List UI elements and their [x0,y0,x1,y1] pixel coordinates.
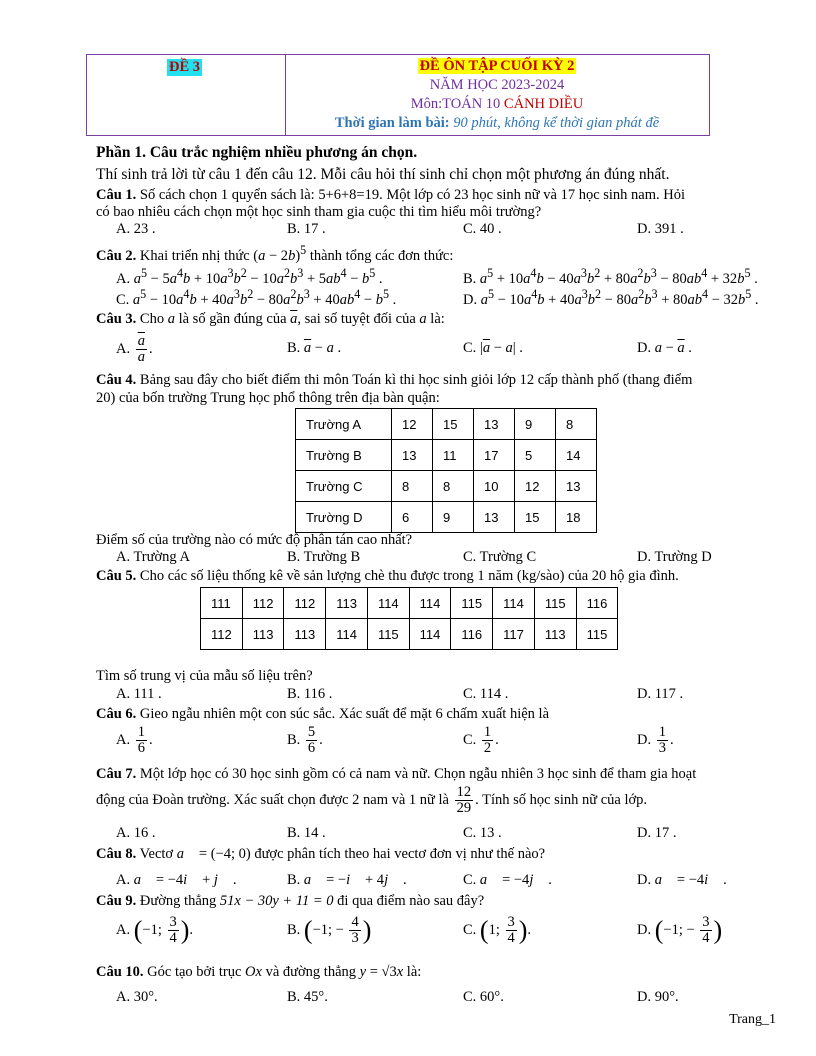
table-cell: 13 [392,440,433,471]
table-cell: 15 [433,409,474,440]
table-cell: 13 [474,409,515,440]
q2-option-d[interactable]: D. $a^5 - 10a^4b + 40a^3b^2 - 80a^2b^3 + 80ab^4 - 32b^5$ . [463,287,759,308]
table-cell: 12 [392,409,433,440]
table-cell: 11 [433,440,474,471]
table-cell: 114 [367,588,409,619]
table-row [296,471,597,502]
q8-option-c[interactable]: C. a⃗ = −4j⃗ . [463,872,552,888]
q4-score-table [295,408,597,533]
q10-option-b[interactable]: B. 45°. [287,989,328,1005]
exam-header [86,54,710,136]
table-cell: 114 [409,588,451,619]
table-cell: 14 [556,440,597,471]
table-cell: 9 [433,502,474,533]
q7-option-b[interactable]: B. 14 . [287,825,326,841]
q8-option-b[interactable]: B. a⃗ = −i⃗ + 4j⃗ . [287,872,407,888]
q5-option-c[interactable]: C. 114 . [463,686,509,702]
question-2: Câu 2. Khai triển nhị thức $(a - 2b)^5$ thành tổng các đơn thức: [96,243,454,264]
q9-option-a[interactable]: A. (−1; $\frac{3}{4}$ ). [116,914,194,946]
table-cell: 5 [515,440,556,471]
table-cell: 113 [284,619,326,650]
table-row [296,440,597,471]
q6-option-a[interactable]: A. $\frac{1}{6}$ . [116,724,153,756]
q1-option-c[interactable]: C. 40 . [463,221,502,237]
q10-option-a[interactable]: A. 30°. [116,989,158,1005]
table-cell: 13 [556,471,597,502]
page-number: Trang_1 [729,1012,776,1027]
q8-option-d[interactable]: D. a⃗ = −4i⃗ . [637,872,727,888]
question-1-cont: có bao nhiêu cách chọn một học sinh tham gia cuộc thi tìm hiểu môi trường? [96,204,542,220]
table-cell: 112 [201,619,243,650]
q7-option-d[interactable]: D. 17 . [637,825,677,841]
q9-option-c[interactable]: C. (1; $\frac{3}{4}$ ). [463,914,532,946]
table-cell: 114 [493,588,535,619]
q1-option-b[interactable]: B. 17 . [287,221,326,237]
q1-option-d[interactable]: D. 391 . [637,221,684,237]
q3-option-a[interactable]: A. $\frac{\overline{a}}{a}$ . [116,333,153,365]
q2-option-c[interactable]: C. $a^5 - 10a^4b + 40a^3b^2 - 80a^2b^3 + 40ab^4 - b^5$ . [116,287,397,308]
q7-option-a[interactable]: A. 16 . [116,825,156,841]
q4-option-c[interactable]: C. Trường C [463,549,537,565]
exam-code-cell [87,55,286,135]
table-cell: 13 [474,502,515,533]
question-5-ask: Tìm số trung vị của mẫu số liệu trên? [96,668,313,684]
q3-option-c[interactable]: C. $|\overline{a} - a|$ . [463,340,523,356]
exam-title: ĐỀ ÔN TẬP CUỐI KỲ 2 [419,58,575,74]
table-cell: 114 [326,619,368,650]
table-cell: 15 [515,502,556,533]
question-4: Câu 4. Bảng sau đây cho biết điểm thi môn Toán kì thi học sinh giỏi lớp 12 cấp thành phố (thang điểm [96,372,693,388]
table-cell: 117 [493,619,535,650]
q8-option-a[interactable]: A. a⃗ = −4i⃗ + j⃗ . [116,872,237,888]
table-cell: 17 [474,440,515,471]
table-row [296,409,597,440]
exam-subject: Môn:TOÁN 10 CÁNH DIỀU [410,96,584,112]
exam-time: Thời gian làm bài: 90 phút, không kể thời gian phát đề [334,115,660,131]
q5-option-d[interactable]: D. 117 . [637,686,684,702]
q2-option-a[interactable]: A. $a^5 - 5a^4b + 10a^3b^2 - 10a^2b^3 + 5ab^4 - b^5$ . [116,266,383,287]
q10-option-d[interactable]: D. 90°. [637,989,679,1005]
q2-option-b[interactable]: B. $a^5 + 10a^4b - 40a^3b^2 + 80a^2b^3 - 80ab^4 + 32b^5$ . [463,266,758,287]
table-cell: 18 [556,502,597,533]
q7-option-c[interactable]: C. 13 . [463,825,502,841]
q5-option-a[interactable]: A. 111 . [116,686,162,702]
question-1: Câu 1. Số cách chọn 1 quyển sách là: 5+6+8=19. Một lớp có 23 học sinh nữ và 17 học sinh nam. Hỏi [96,187,686,203]
table-cell: 116 [576,588,618,619]
q10-option-c[interactable]: C. 60°. [463,989,504,1005]
table-cell: 112 [284,588,326,619]
question-10: Câu 10. Góc tạo bởi trục Ox và đường thẳng y = √3x là: [96,964,422,980]
q5-data-table [200,587,618,650]
table-cell: 112 [242,588,284,619]
question-5: Câu 5. Cho các số liệu thống kê về sản lượng chè thu được trong 1 năm (kg/sào) của 20 hộ gia đình. [96,568,679,584]
question-7: Câu 7. Một lớp học có 30 học sinh gồm có cả nam và nữ. Chọn ngẫu nhiên 3 học sinh để tham gia hoạt [96,766,697,782]
table-cell: 115 [451,588,493,619]
exam-year: NĂM HỌC 2023-2024 [429,77,565,93]
q9-option-d[interactable]: D. (−1; − $\frac{3}{4}$ ) [637,914,723,946]
q4-option-b[interactable]: B. Trường B [287,549,361,565]
table-cell: Trường B [296,440,392,471]
question-9: Câu 9. Đường thẳng 51x − 30y + 11 = 0 đi qua điểm nào sau đây? [96,893,485,909]
table-cell: 115 [534,588,576,619]
table-cell: 10 [474,471,515,502]
q3-option-b[interactable]: B. $\overline{a} - a$ . [287,340,342,356]
table-cell: 111 [201,588,243,619]
table-cell: 12 [515,471,556,502]
question-7-cont: động của Đoàn trường. Xác suất chọn được 2 nam và 1 nữ là $\frac{12}{29}$ . Tính số học sinh nữ của lớp. [96,784,648,816]
exam-code: ĐỀ 3 [169,59,201,75]
table-cell: 113 [326,588,368,619]
part1-title: Phần 1. Câu trắc nghiệm nhiều phương án chọn. [96,144,418,161]
q6-option-b[interactable]: B. $\frac{5}{6}$ . [287,724,323,756]
table-cell: 115 [576,619,618,650]
q6-option-d[interactable]: D. $\frac{1}{3}$ . [637,724,674,756]
q6-option-c[interactable]: C. $\frac{1}{2}$ . [463,724,499,756]
table-cell: 8 [556,409,597,440]
question-4-ask: Điểm số của trường nào có mức độ phân tán cao nhất? [96,532,413,548]
table-cell: Trường C [296,471,392,502]
q4-option-a[interactable]: A. Trường A [116,549,190,565]
q5-option-b[interactable]: B. 116 . [287,686,333,702]
table-row [296,502,597,533]
q3-option-d[interactable]: D. $a - \overline{a}$ . [637,340,692,356]
table-cell: 114 [409,619,451,650]
question-3: Câu 3. Cho a là số gần đúng của $\overline{a}$, sai số tuyệt đối của a là: [96,311,445,327]
question-4-cont: 20) của bốn trường Trung học phổ thông trên địa bàn quận: [96,390,440,406]
question-8: Câu 8. Vectơ a⃗ = (−4; 0) được phân tích theo hai vectơ đơn vị như thế nào? [96,846,546,862]
q9-option-b[interactable]: B. (−1; − $\frac{4}{3}$ ) [287,914,372,946]
q4-option-d[interactable]: D. Trường D [637,549,712,565]
table-cell: 8 [433,471,474,502]
part1-instruction: Thí sinh trả lời từ câu 1 đến câu 12. Mỗi câu hỏi thí sinh chỉ chọn một phương án đúng nhất. [96,166,670,183]
q1-option-a[interactable]: A. 23 . [116,221,156,237]
q2-binomial: $(a - 2b)^5$ [253,243,307,264]
table-cell: Trường A [296,409,392,440]
table-cell: 113 [534,619,576,650]
table-row [201,619,618,650]
table-cell: 6 [392,502,433,533]
table-cell: 113 [242,619,284,650]
table-row [201,588,618,619]
question-6: Câu 6. Gieo ngẫu nhiên một con súc sắc. Xác suất để mặt 6 chấm xuất hiện là [96,706,550,722]
table-cell: 115 [367,619,409,650]
table-cell: 9 [515,409,556,440]
table-cell: 116 [451,619,493,650]
table-cell: 8 [392,471,433,502]
table-cell: Trường D [296,502,392,533]
exam-title-cell [285,55,709,133]
